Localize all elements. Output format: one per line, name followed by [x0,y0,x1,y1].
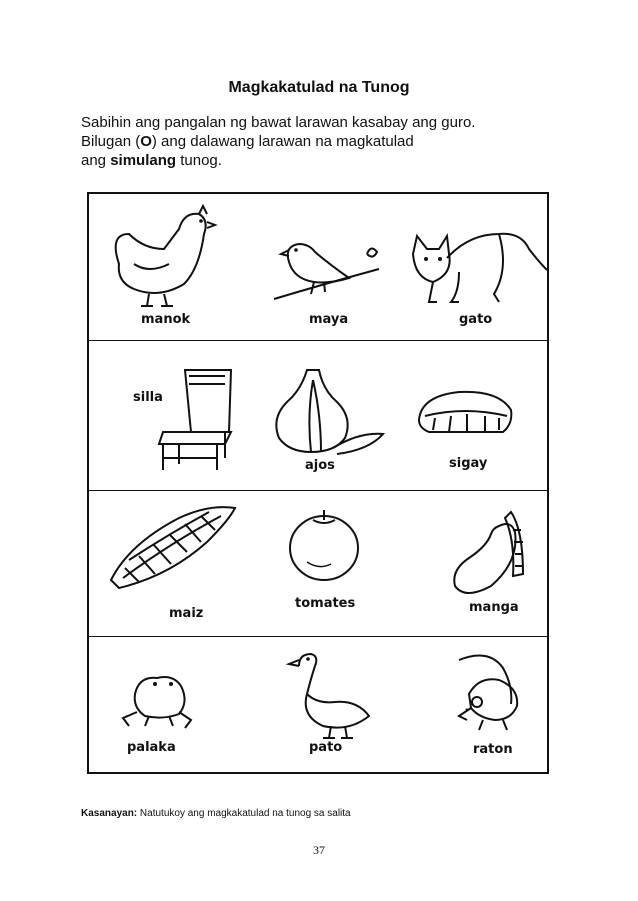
label-tomates: tomates [295,596,356,611]
tomato-icon [249,490,399,636]
picture-cell-manga[interactable] [399,490,549,636]
picture-cell-silla[interactable] [89,340,249,490]
label-raton: raton [473,742,513,757]
label-maya: maya [309,312,349,327]
page-number: 37 [313,843,325,857]
label-maiz: maiz [169,606,204,621]
label-palaka: palaka [127,740,176,755]
label-pato: pato [309,740,343,755]
picture-cell-sigay[interactable] [399,340,549,490]
picture-cell-ajos[interactable] [249,340,399,490]
footer-label: Kasanayan: [81,808,138,819]
grid-row-4 [89,636,547,772]
footer-text: Natutukoy ang magkakatulad na tunog sa salita [139,808,351,819]
label-manga: manga [469,600,519,615]
label-sigay: sigay [449,456,488,471]
grid-row-3 [89,490,547,637]
instruction-line-3: ang simulang tunog. [81,152,222,169]
label-silla: silla [133,390,163,405]
label-ajos: ajos [305,458,335,473]
instruction-line-1: Sabihin ang pangalan ng bawat larawan kasabay ang guro. [81,114,476,131]
picture-cell-tomates[interactable] [249,490,399,636]
grid-row-2 [89,340,547,491]
picture-cell-manok[interactable] [89,194,249,340]
instructions [81,113,561,170]
label-gato: gato [459,312,493,327]
picture-cell-palaka[interactable] [89,636,249,772]
grid-row-1 [89,194,547,341]
page-title: Magkakatulad na Tunog [228,79,410,96]
picture-cell-maiz[interactable] [89,490,249,636]
picture-grid [87,192,549,774]
footer [81,808,351,819]
picture-cell-raton[interactable] [399,636,549,772]
picture-cell-gato[interactable] [399,194,549,340]
picture-cell-maya[interactable] [249,194,399,340]
picture-cell-pato[interactable] [249,636,399,772]
chair-icon [89,340,249,490]
instruction-line-2: Bilugan (O) ang dalawang larawan na magkatulad [81,133,414,150]
label-manok: manok [141,312,191,327]
